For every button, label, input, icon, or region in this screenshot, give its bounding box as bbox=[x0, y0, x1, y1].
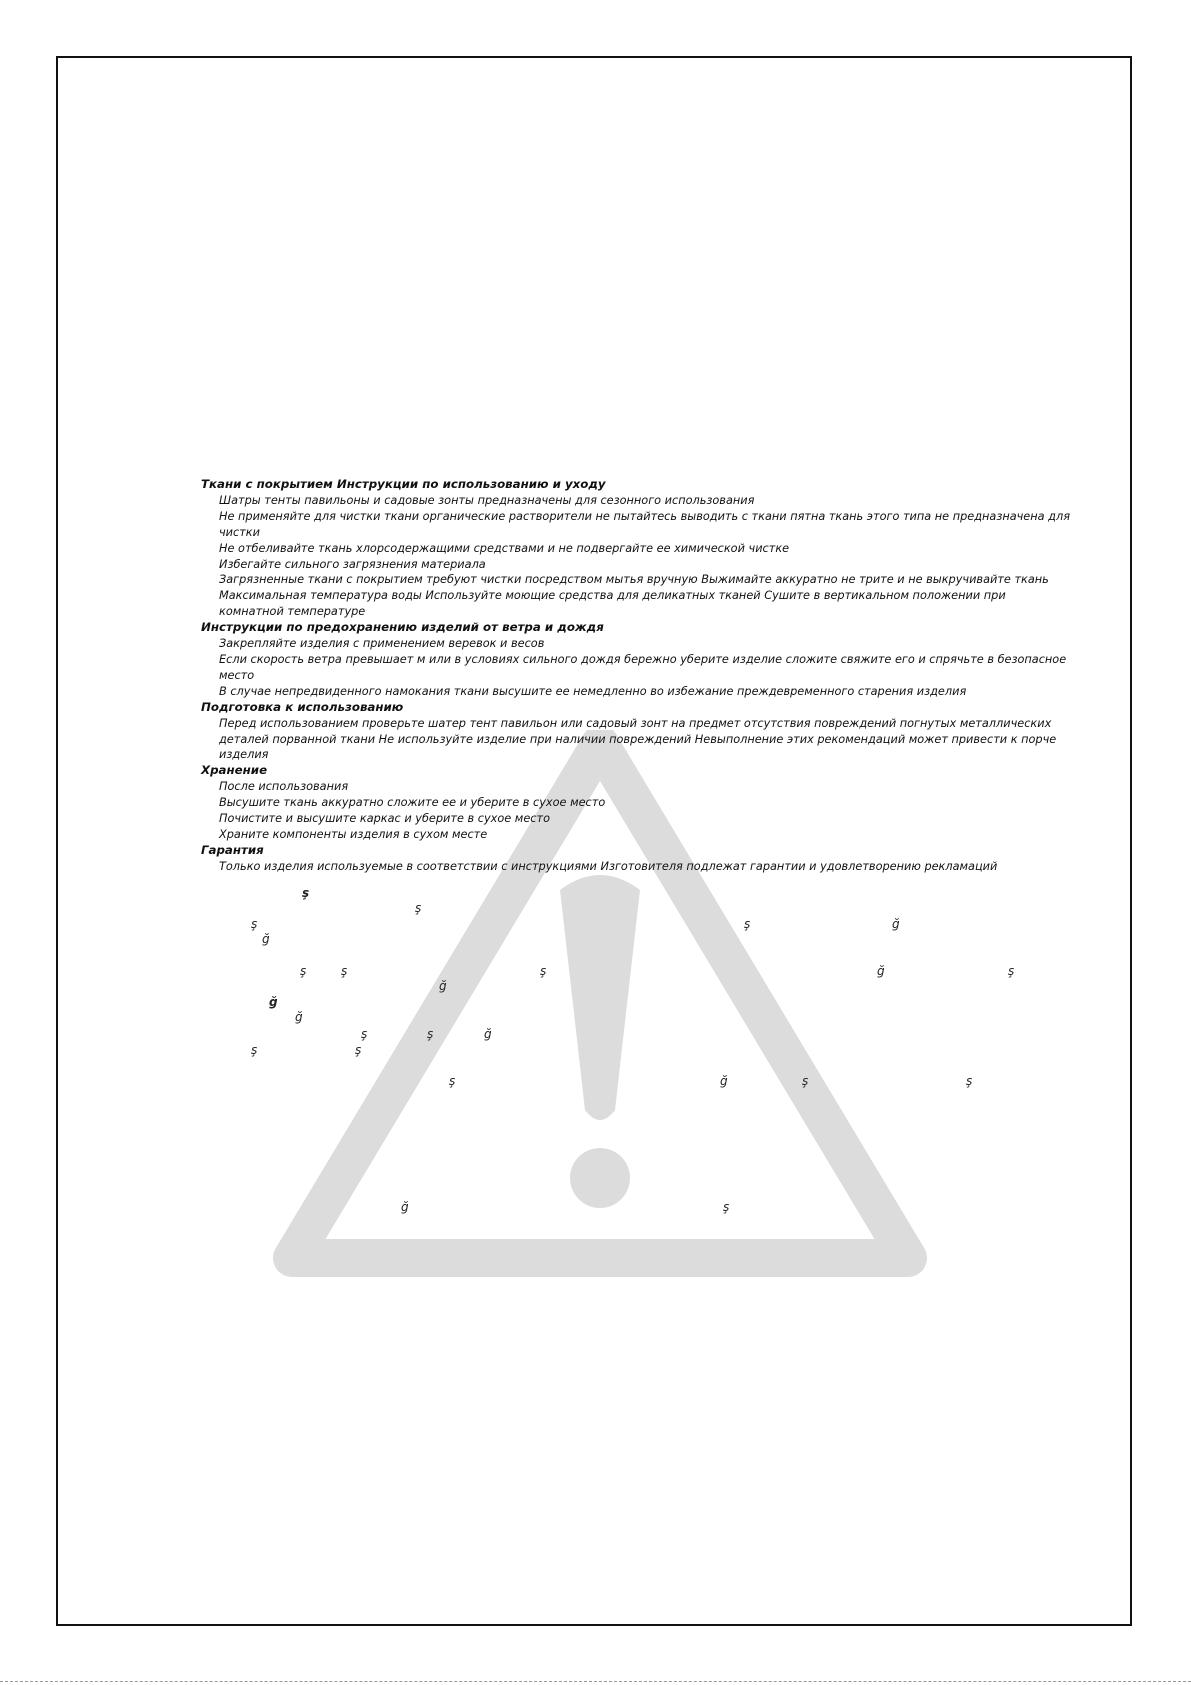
stray-glyph: ğ bbox=[401, 1200, 409, 1214]
stray-glyph: ş bbox=[540, 964, 547, 978]
stray-glyph: ş bbox=[251, 1043, 258, 1057]
stray-glyph: ğ bbox=[877, 964, 885, 978]
section-storage bbox=[201, 763, 1071, 843]
list-item: Закрепляйте изделия с применением веревок и весов bbox=[219, 637, 545, 651]
stray-glyph: ğ bbox=[295, 1010, 303, 1024]
stray-glyph: ş bbox=[449, 1074, 456, 1088]
section-heading: Гарантия bbox=[201, 842, 264, 857]
section-heading: Подготовка к использованию bbox=[201, 699, 404, 714]
stray-glyph: ş bbox=[1008, 964, 1015, 978]
stray-glyph: ş bbox=[302, 886, 310, 900]
list-item: Избегайте сильного загрязнения материала bbox=[219, 557, 486, 571]
section-coated-fabrics bbox=[201, 477, 1071, 620]
stray-glyph: ş bbox=[723, 1200, 730, 1214]
stray-glyph: ğ bbox=[484, 1027, 492, 1041]
section-heading: Хранение bbox=[201, 763, 268, 778]
section-warranty bbox=[201, 843, 1071, 875]
list-item: Не отбеливайте ткань хлорсодержащими средствами и не подвергайте ее химической чистке bbox=[219, 541, 790, 555]
stray-glyph: ş bbox=[251, 917, 258, 931]
stray-glyph: ğ bbox=[269, 995, 278, 1009]
stray-glyph: ğ bbox=[892, 917, 900, 931]
list-item: Почистите и высушите каркас и уберите в сухое место bbox=[219, 812, 550, 826]
page-bottom-edge bbox=[0, 1681, 1191, 1682]
list-item: Загрязненные ткани с покрытием требуют чистки посредством мытья вручную Выжимайте аккуратно не трите и не выкручивайте ткань bbox=[219, 573, 1049, 587]
list-item: Храните компоненты изделия в сухом месте bbox=[219, 827, 488, 841]
stray-glyph: ş bbox=[802, 1074, 809, 1088]
list-item: Не применяйте для чистки ткани органические растворители не пытайтесь выводить с ткани пятна ткань этого типа не предназначена для чистки bbox=[219, 509, 1070, 539]
stray-glyph: ş bbox=[415, 901, 422, 915]
list-item: После использования bbox=[219, 780, 349, 794]
stray-glyph: ş bbox=[341, 964, 348, 978]
section-preparation bbox=[201, 700, 1071, 764]
list-item: Перед использованием проверьте шатер тент павильон или садовый зонт на предмет отсутствия повреждений погнутых металлических деталей порванной ткани Не используйте изделие при наличии повреждений Невыполнение этих рекомендаций может привести к порче изделия bbox=[219, 716, 1057, 762]
stray-glyph: ş bbox=[361, 1027, 368, 1041]
section-heading: Ткани с покрытием Инструкции по использованию и уходу bbox=[201, 477, 606, 491]
section-heading: Инструкции по предохранению изделий от ветра и дождя bbox=[201, 620, 604, 635]
list-item: Только изделия используемые в соответствии с инструкциями Изготовителя подлежат гарантии и удовлетворению рекламаций bbox=[219, 859, 998, 873]
stray-glyph: ğ bbox=[262, 932, 270, 946]
stray-glyph: ş bbox=[966, 1074, 973, 1088]
section-wind-rain bbox=[201, 620, 1071, 700]
list-item: Максимальная температура воды Используйте моющие средства для деликатных тканей Сушите в вертикальном положении при комнатной температуре bbox=[219, 589, 1006, 619]
stray-glyph: ş bbox=[427, 1027, 434, 1041]
stray-glyph: ş bbox=[300, 964, 307, 978]
stray-glyph: ğ bbox=[720, 1074, 728, 1088]
list-item: Высушите ткань аккуратно сложите ее и уберите в сухое место bbox=[219, 796, 606, 810]
stray-glyph: ş bbox=[355, 1043, 362, 1057]
list-item: В случае непредвиденного намокания ткани высушите ее немедленно во избежание преждевременного старения изделия bbox=[219, 684, 967, 698]
list-item: Если скорость ветра превышает м или в условиях сильного дождя бережно уберите изделие сложите свяжите его и спрячьте в безопасное место bbox=[219, 652, 1067, 682]
list-item: Шатры тенты павильоны и садовые зонты предназначены для сезонного использования bbox=[219, 493, 755, 507]
stray-glyph: ğ bbox=[439, 979, 447, 993]
instructions-text bbox=[201, 477, 1071, 875]
stray-glyph: ş bbox=[744, 917, 751, 931]
